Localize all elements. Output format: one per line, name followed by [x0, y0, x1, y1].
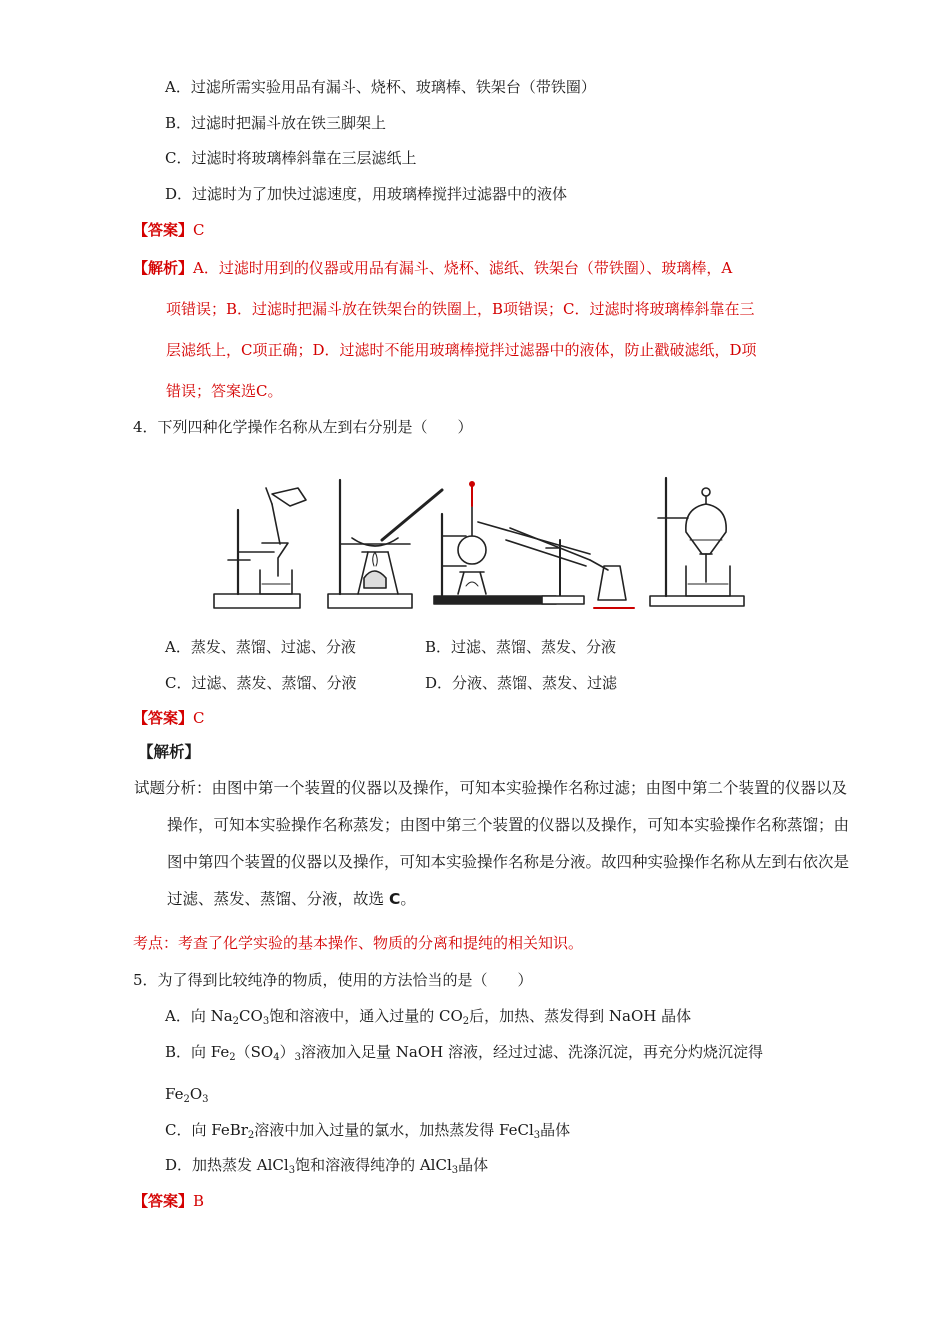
q4-kaodian: 考点：考查了化学实验的基本操作、物质的分离和提纯的相关知识。	[133, 934, 584, 952]
text: B．向 Fe	[165, 1043, 230, 1061]
answer-value: C	[193, 709, 205, 727]
text: A．向 Na	[165, 1007, 233, 1025]
text: 后，加热、蒸发得到 NaOH 晶体	[469, 1007, 692, 1025]
q5-answer	[133, 1190, 204, 1212]
text: 溶液加入足量 NaOH 溶液，经过过滤、洗涤沉淀，再充分灼烧沉淀得	[300, 1043, 763, 1061]
analysis-text: 过滤、蒸发、蒸馏、分液，故选	[167, 890, 389, 908]
analysis-end: 。	[400, 890, 416, 908]
q5-option-a	[165, 1005, 691, 1027]
text: D．加热蒸发 AlCl	[165, 1156, 289, 1174]
q4-stem: 4．下列四种化学操作名称从左到右分别是（ ）	[133, 418, 473, 436]
q4-option-c: C．过滤、蒸发、蒸馏、分液	[165, 674, 357, 692]
q5-option-d	[165, 1154, 488, 1176]
q4-option-b: B．过滤、蒸馏、蒸发、分液	[425, 638, 617, 656]
text: ）	[279, 1043, 295, 1061]
subscript: 3	[288, 1165, 296, 1176]
q4-analysis-line-2: 操作，可知本实验操作名称蒸发；由图中第三个装置的仪器以及操作，可知本实验操作名称蒸馏；由	[167, 816, 850, 834]
q3-analysis-line-1	[133, 257, 732, 279]
subscript: 2	[247, 1130, 255, 1141]
distillation-apparatus	[434, 481, 634, 608]
separation-apparatus	[650, 478, 744, 606]
answer-value: C	[193, 221, 205, 239]
q4-option-a: A．蒸发、蒸馏、过滤、分液	[165, 638, 356, 656]
subscript: 3	[451, 1165, 459, 1176]
lab-apparatus-figure	[210, 448, 840, 614]
text: 晶体	[458, 1156, 489, 1174]
answer-label: 【答案】	[133, 709, 194, 727]
q3-answer	[133, 219, 205, 241]
subscript: 2	[229, 1052, 236, 1063]
subscript: 2	[232, 1016, 240, 1027]
q3-option-c: C．过滤时将玻璃棒斜靠在三层滤纸上	[165, 149, 417, 167]
text: Fe	[165, 1085, 184, 1103]
analysis-label: 【解析】	[133, 259, 194, 277]
q5-stem: 5．为了得到比较纯净的物质，使用的方法恰当的是（ ）	[133, 971, 533, 989]
q4-answer	[133, 707, 205, 729]
filtration-apparatus	[214, 488, 306, 608]
text: C．向 FeBr	[165, 1121, 248, 1139]
q3-option-d: D．过滤时为了加快过滤速度，用玻璃棒搅拌过滤器中的液体	[165, 185, 568, 203]
analysis-answer: C	[388, 890, 401, 908]
text: O	[189, 1085, 203, 1103]
q5-option-b-cont	[165, 1083, 209, 1105]
q3-option-a: A．过滤所需实验用品有漏斗、烧杯、玻璃棒、铁架台（带铁圈）	[165, 78, 596, 96]
text: 饱和溶液得纯净的 AlCl	[295, 1156, 452, 1174]
q3-option-b: B．过滤时把漏斗放在铁三脚架上	[165, 114, 387, 132]
answer-label: 【答案】	[133, 1192, 194, 1210]
q3-analysis-line-2: 项错误；B．过滤时把漏斗放在铁架台的铁圈上，B项错误；C．过滤时将玻璃棒斜靠在三	[166, 300, 755, 318]
q4-analysis-line-3: 图中第四个装置的仪器以及操作，可知本实验操作名称是分液。故四种实验操作名称从左到右依次是	[167, 853, 850, 871]
subscript: 3	[202, 1094, 209, 1105]
q5-option-b	[165, 1041, 763, 1063]
subscript: 4	[273, 1052, 280, 1063]
text: 溶液中加入过量的氯水，加热蒸发得 FeCl	[254, 1121, 534, 1139]
q4-analysis-label: 【解析】	[138, 743, 201, 761]
q3-analysis-line-3: 层滤纸上，C项正确；D．过滤时不能用玻璃棒搅拌过滤器中的液体，防止戳破滤纸，D项	[166, 341, 757, 359]
analysis-text: A．过滤时用到的仪器或用品有漏斗、烧杯、滤纸、铁架台（带铁圈）、玻璃棒，A	[193, 259, 733, 277]
q4-option-d: D．分液、蒸馏、蒸发、过滤	[425, 674, 618, 692]
q5-option-c	[165, 1119, 570, 1141]
q4-analysis-line-1: 试题分析：由图中第一个装置的仪器以及操作，可知本实验操作名称过滤；由图中第二个装置的仪器以及	[134, 779, 848, 797]
evaporation-apparatus	[328, 480, 442, 608]
answer-value: B	[193, 1192, 205, 1210]
text: CO	[239, 1007, 263, 1025]
q4-analysis-line-4	[167, 888, 416, 910]
text: 饱和溶液中，通入过量的 CO	[269, 1007, 463, 1025]
subscript: 2	[462, 1016, 470, 1027]
q3-analysis-line-4: 错误；答案选C。	[166, 382, 283, 400]
subscript: 3	[294, 1052, 301, 1063]
text: （SO	[235, 1043, 274, 1061]
subscript: 2	[183, 1094, 190, 1105]
answer-label: 【答案】	[133, 221, 194, 239]
text: 晶体	[540, 1121, 571, 1139]
subscript: 3	[533, 1130, 541, 1141]
subscript: 3	[262, 1016, 270, 1027]
